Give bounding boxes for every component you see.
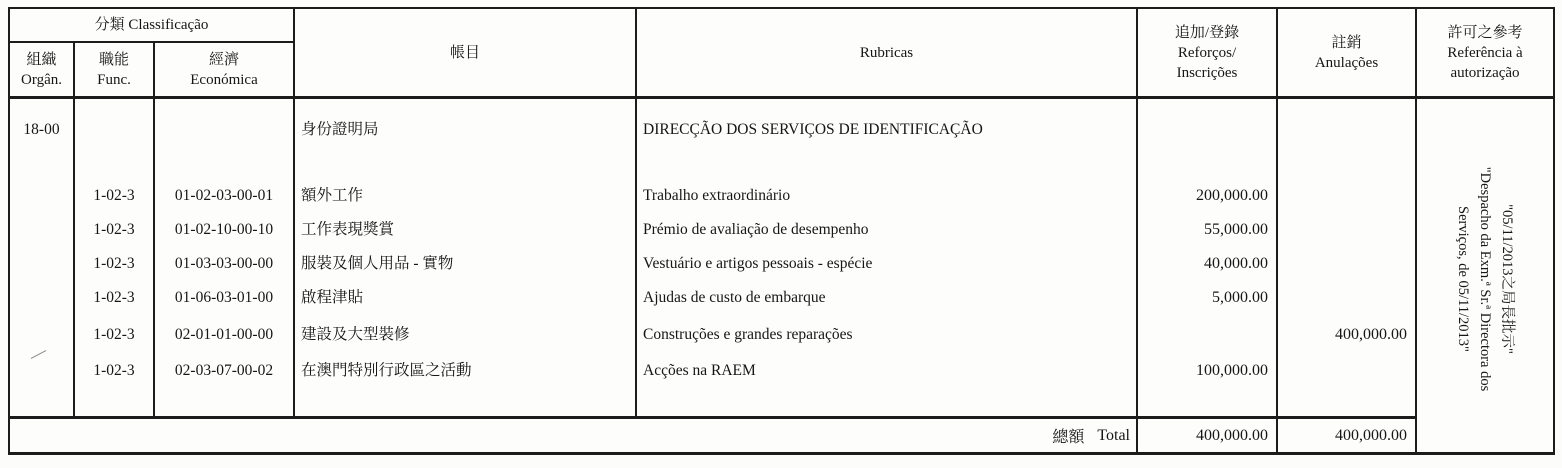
col-annulments: [1278, 99, 1417, 419]
header-functional: [75, 43, 155, 99]
total-reinforcements-amount: 400,000.00: [1196, 426, 1268, 444]
header-reinforcements-pt1: Reforços/: [1177, 44, 1237, 61]
header-reinforcements: [1138, 9, 1278, 99]
authorization-line: "05/11/2013之局長批示": [1499, 204, 1515, 354]
rubric-name: Ajudas de custo de embarque: [643, 289, 826, 306]
header-organic-pt: Orgân.: [21, 71, 62, 88]
account-name: 工作表現獎賞: [301, 221, 395, 238]
header-account: [295, 9, 637, 99]
header-annulments: [1278, 9, 1417, 99]
account-name: 啟程津貼: [301, 289, 364, 306]
authorization-note-rotated: [1452, 129, 1518, 429]
reinforcement-amount: 5,000.00: [1212, 289, 1268, 306]
econ-code: 02-01-01-00-00: [174, 326, 274, 343]
header-functional-zh: 職能: [98, 51, 129, 68]
total-label-cell: [10, 419, 1138, 452]
header-reinforcements-zh: 追加/登錄: [1174, 24, 1240, 41]
col-rubrics: [637, 99, 1138, 419]
reinforcement-amount: 100,000.00: [1196, 362, 1268, 379]
total-annulments: [1278, 419, 1417, 452]
rubric-name: Prémio de avaliação de desempenho: [643, 221, 869, 238]
annulment-amount: 400,000.00: [1335, 326, 1407, 343]
col-economic: [155, 99, 295, 419]
rubric-name: Trabalho extraordinário: [643, 187, 791, 204]
header-economic: [155, 43, 295, 99]
account-name: 在澳門特別行政區之活動: [301, 362, 472, 379]
account-name: 服裝及個人用品 - 實物: [301, 255, 454, 272]
header-organic-zh: 組織: [26, 51, 57, 68]
header-annulments-pt: Anulações: [1314, 54, 1379, 71]
authorization-line: Serviços, de 05/11/2013": [1455, 206, 1471, 352]
header-rubrics: [637, 9, 1138, 99]
func-code: 1-02-3: [93, 326, 135, 343]
header-economic-zh: 經濟: [208, 51, 239, 68]
header-account-label: 帳目: [449, 44, 480, 61]
header-classification: [10, 9, 295, 43]
econ-code: 01-02-10-00-10: [174, 221, 274, 238]
header-economic-pt: Económica: [190, 71, 258, 88]
rubric-name: DIRECÇÃO DOS SERVIÇOS DE IDENTIFICAÇÃO: [643, 121, 983, 138]
header-rubrics-label: Rubricas: [859, 44, 914, 61]
col-reinforcements: [1138, 99, 1278, 419]
total-reinforcements: [1138, 419, 1278, 452]
reinforcement-amount: 40,000.00: [1204, 255, 1268, 272]
col-account: [295, 99, 637, 419]
func-code: 1-02-3: [93, 255, 135, 272]
account-name: 額外工作: [301, 187, 364, 204]
col-functional: [75, 99, 155, 419]
func-code: 1-02-3: [93, 187, 135, 204]
econ-code: 01-02-03-00-01: [174, 187, 274, 204]
reinforcement-amount: 200,000.00: [1196, 187, 1268, 204]
func-code: 1-02-3: [93, 289, 135, 306]
rubric-name: Vestuário e artigos pessoais - espécie: [643, 255, 873, 272]
header-annulments-zh: 註銷: [1331, 34, 1362, 51]
budget-amendment-table: [8, 7, 1555, 455]
header-authorization-pt2: autorização: [1450, 64, 1520, 81]
cell-authorization-note: [1417, 99, 1553, 452]
reinforcement-amount: 55,000.00: [1204, 221, 1268, 238]
econ-code: 01-06-03-01-00: [174, 289, 274, 306]
header-reinforcements-pt2: Inscrições: [1176, 64, 1238, 81]
rubric-name: Construções e grandes reparações: [643, 326, 853, 343]
econ-code: 02-03-07-00-02: [174, 362, 274, 379]
header-authorization-pt1: Referência à: [1447, 44, 1523, 61]
func-code: 1-02-3: [93, 362, 135, 379]
econ-code: 01-03-03-00-00: [174, 255, 274, 272]
account-name: 身份證明局: [301, 121, 379, 138]
total-label-pt: Total: [1097, 426, 1130, 444]
header-organic: [10, 43, 75, 99]
header-authorization-ref: [1417, 9, 1553, 99]
org-code: 18-00: [23, 121, 60, 138]
header-functional-pt: Func.: [97, 71, 131, 88]
account-name: 建設及大型裝修: [301, 326, 410, 343]
header-authorization-zh: 許可之參考: [1447, 24, 1523, 41]
rubric-name: Acções na RAEM: [643, 362, 756, 379]
total-label-zh: 總額: [1052, 429, 1085, 446]
func-code: 1-02-3: [93, 221, 135, 238]
col-organic: [10, 99, 75, 419]
authorization-line: "Despacho da Exm.ª Sr.ª Directora dos: [1477, 166, 1493, 392]
header-classification-label: 分類 Classificação: [94, 17, 209, 33]
pencil-mark: [31, 350, 46, 359]
total-annulments-amount: 400,000.00: [1335, 426, 1407, 444]
